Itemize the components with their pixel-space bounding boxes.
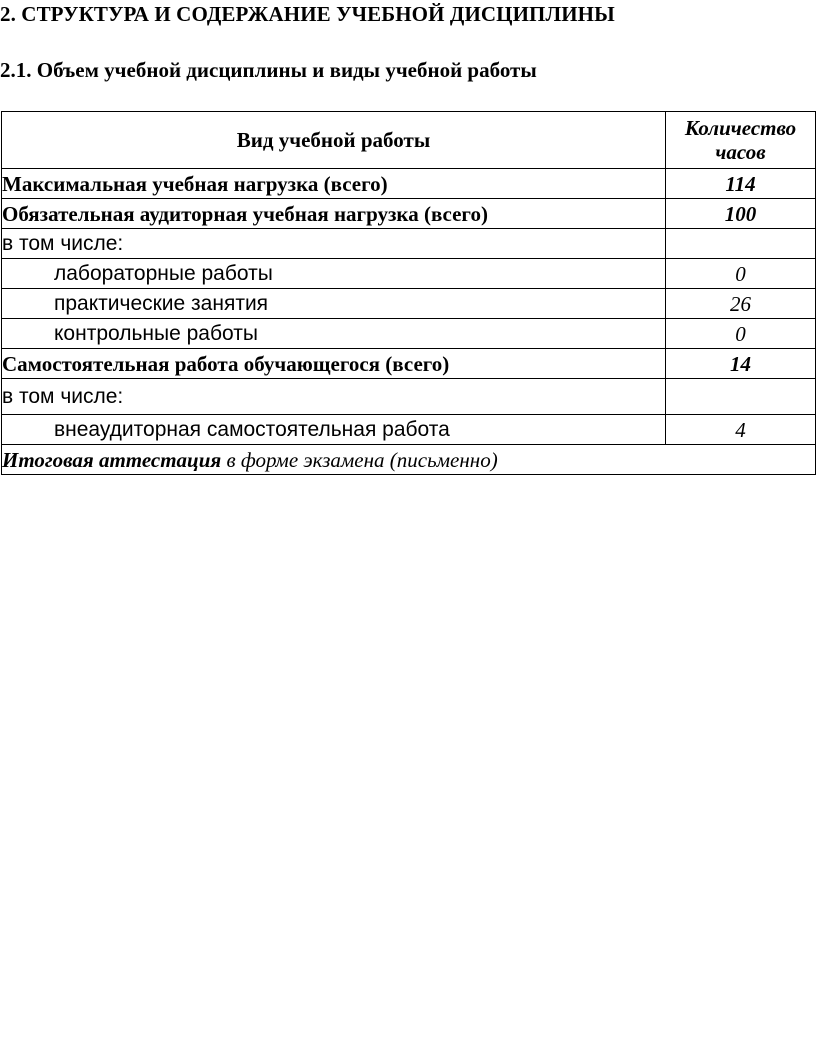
row-label-extracurricular: внеаудиторная самостоятельная работа <box>2 415 666 445</box>
work-type-header: Вид учебной работы <box>2 112 666 169</box>
row-label-including-2: в том числе: <box>2 379 666 415</box>
row-hours-tests: 0 <box>666 319 816 349</box>
row-hours-including-2 <box>666 379 816 415</box>
table-row <box>2 349 816 379</box>
row-label-practicals: практические занятия <box>2 289 666 319</box>
hours-header <box>666 112 816 169</box>
row-label-tests: контрольные работы <box>2 319 666 349</box>
row-hours-practicals: 26 <box>666 289 816 319</box>
table-row <box>2 289 816 319</box>
hours-header-line2: часов <box>715 140 766 164</box>
final-assessment-row <box>2 445 816 475</box>
final-assessment <box>2 445 816 475</box>
table-header-row <box>2 112 816 169</box>
table-row <box>2 379 816 415</box>
table-row <box>2 319 816 349</box>
row-label-including: в том числе: <box>2 229 666 259</box>
study-hours-table <box>1 111 816 475</box>
row-label-max-load: Максимальная учебная нагрузка (всего) <box>2 169 666 199</box>
row-hours-max-load: 114 <box>666 169 816 199</box>
row-label-labs: лабораторные работы <box>2 259 666 289</box>
row-label-classroom-load: Обязательная аудиторная учебная нагрузка (всего) <box>2 199 666 229</box>
final-assessment-bold: Итоговая аттестация <box>2 447 222 472</box>
table-row <box>2 229 816 259</box>
row-hours-including <box>666 229 816 259</box>
row-hours-classroom-load: 100 <box>666 199 816 229</box>
row-hours-labs: 0 <box>666 259 816 289</box>
page-heading: 2. СТРУКТУРА И СОДЕРЖАНИЕ УЧЕБНОЙ ДИСЦИПЛИНЫ <box>0 2 615 26</box>
final-assessment-rest: в форме экзамена (письменно) <box>221 447 498 472</box>
row-label-self-study: Самостоятельная работа обучающегося (всего) <box>2 349 666 379</box>
section-heading: 2.1. Объем учебной дисциплины и виды учебной работы <box>0 58 537 82</box>
row-hours-self-study: 14 <box>666 349 816 379</box>
hours-header-line1: Количество <box>684 116 797 140</box>
table-row <box>2 169 816 199</box>
table-row <box>2 199 816 229</box>
row-hours-extracurricular: 4 <box>666 415 816 445</box>
table-row <box>2 259 816 289</box>
table-row <box>2 415 816 445</box>
